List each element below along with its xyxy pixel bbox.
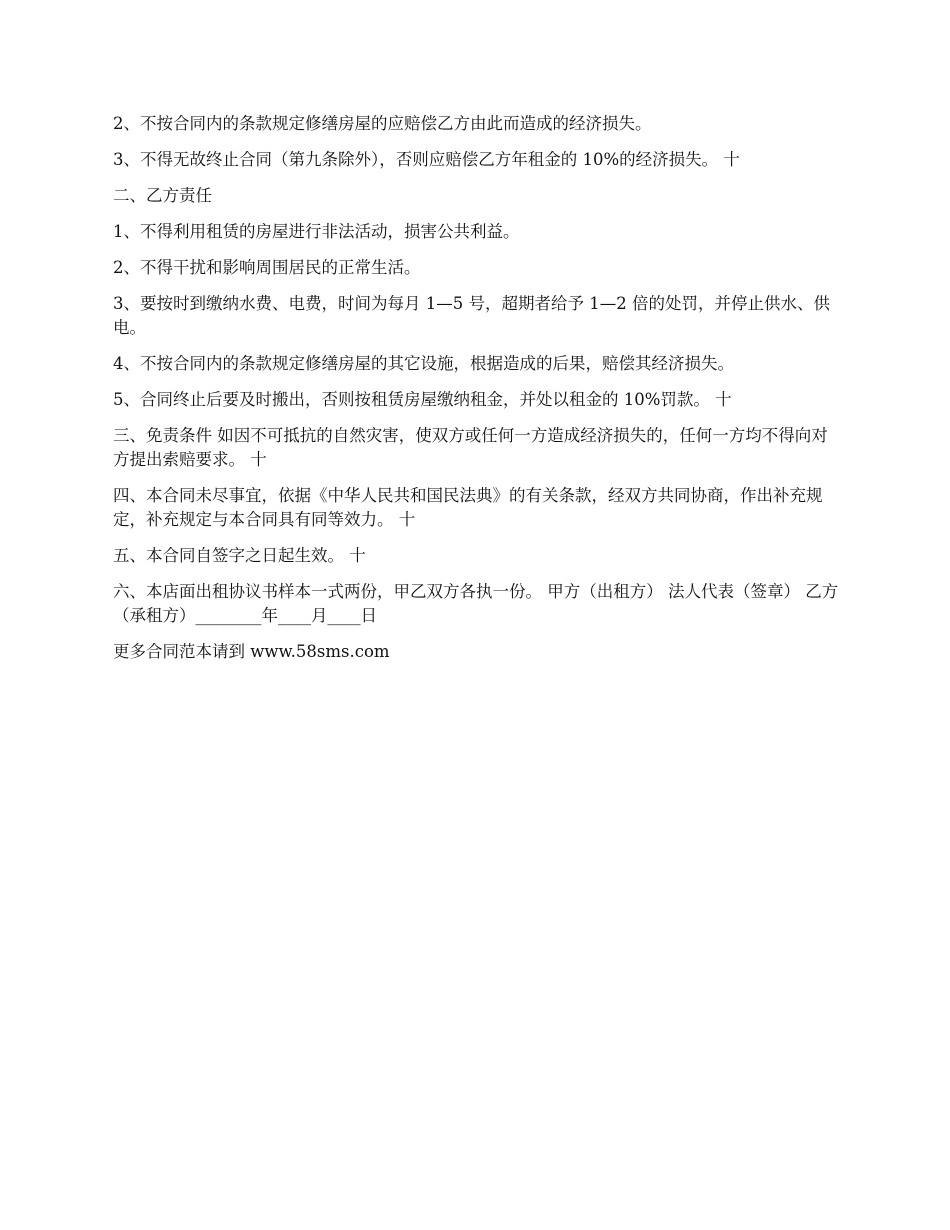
clause-a-2: 2、不按合同内的条款规定修缮房屋的应赔偿乙方由此而造成的经济损失。 (113, 114, 652, 133)
section-copies-signature: 六、本店面出租协议书样本一式两份，甲乙双方各执一份。 甲方（出租方） 法人代表（签章） 乙方（承租方）________年____月____日 (113, 582, 839, 625)
clause-b-2: 2、不得干扰和影响周围居民的正常生活。 (113, 258, 421, 277)
clause-a-3: 3、不得无故终止合同（第九条除外），否则应赔偿乙方年租金的 10%的经济损失。 十 (113, 150, 740, 169)
section-supplement: 四、本合同未尽事宜，依据《中华人民共和国民法典》的有关条款，经双方共同协商，作出补充规定，补充规定与本合同具有同等效力。 十 (113, 486, 823, 529)
section-effective: 五、本合同自签字之日起生效。 十 (113, 546, 366, 565)
clause-b-5: 5、合同终止后要及时搬出，否则按租赁房屋缴纳租金，并处以租金的 10%罚款。 十 (113, 390, 732, 409)
document-body (113, 112, 843, 676)
section-heading-party-b: 二、乙方责任 (113, 186, 212, 205)
clause-b-1: 1、不得利用租赁的房屋进行非法活动，损害公共利益。 (113, 222, 520, 241)
clause-b-4: 4、不按合同内的条款规定修缮房屋的其它设施，根据造成的后果，赔偿其经济损失。 (113, 354, 734, 373)
section-exemption: 三、免责条件 如因不可抵抗的自然灾害，使双方或任何一方造成经济损失的，任何一方均不得向对方提出索赔要求。 十 (113, 426, 828, 469)
footer-more-link[interactable]: 更多合同范本请到 www.58sms.com (113, 642, 390, 661)
clause-b-3: 3、要按时到缴纳水费、电费，时间为每月 1—5 号，超期者给予 1—2 倍的处罚，并停止供水、供电。 (113, 294, 830, 337)
